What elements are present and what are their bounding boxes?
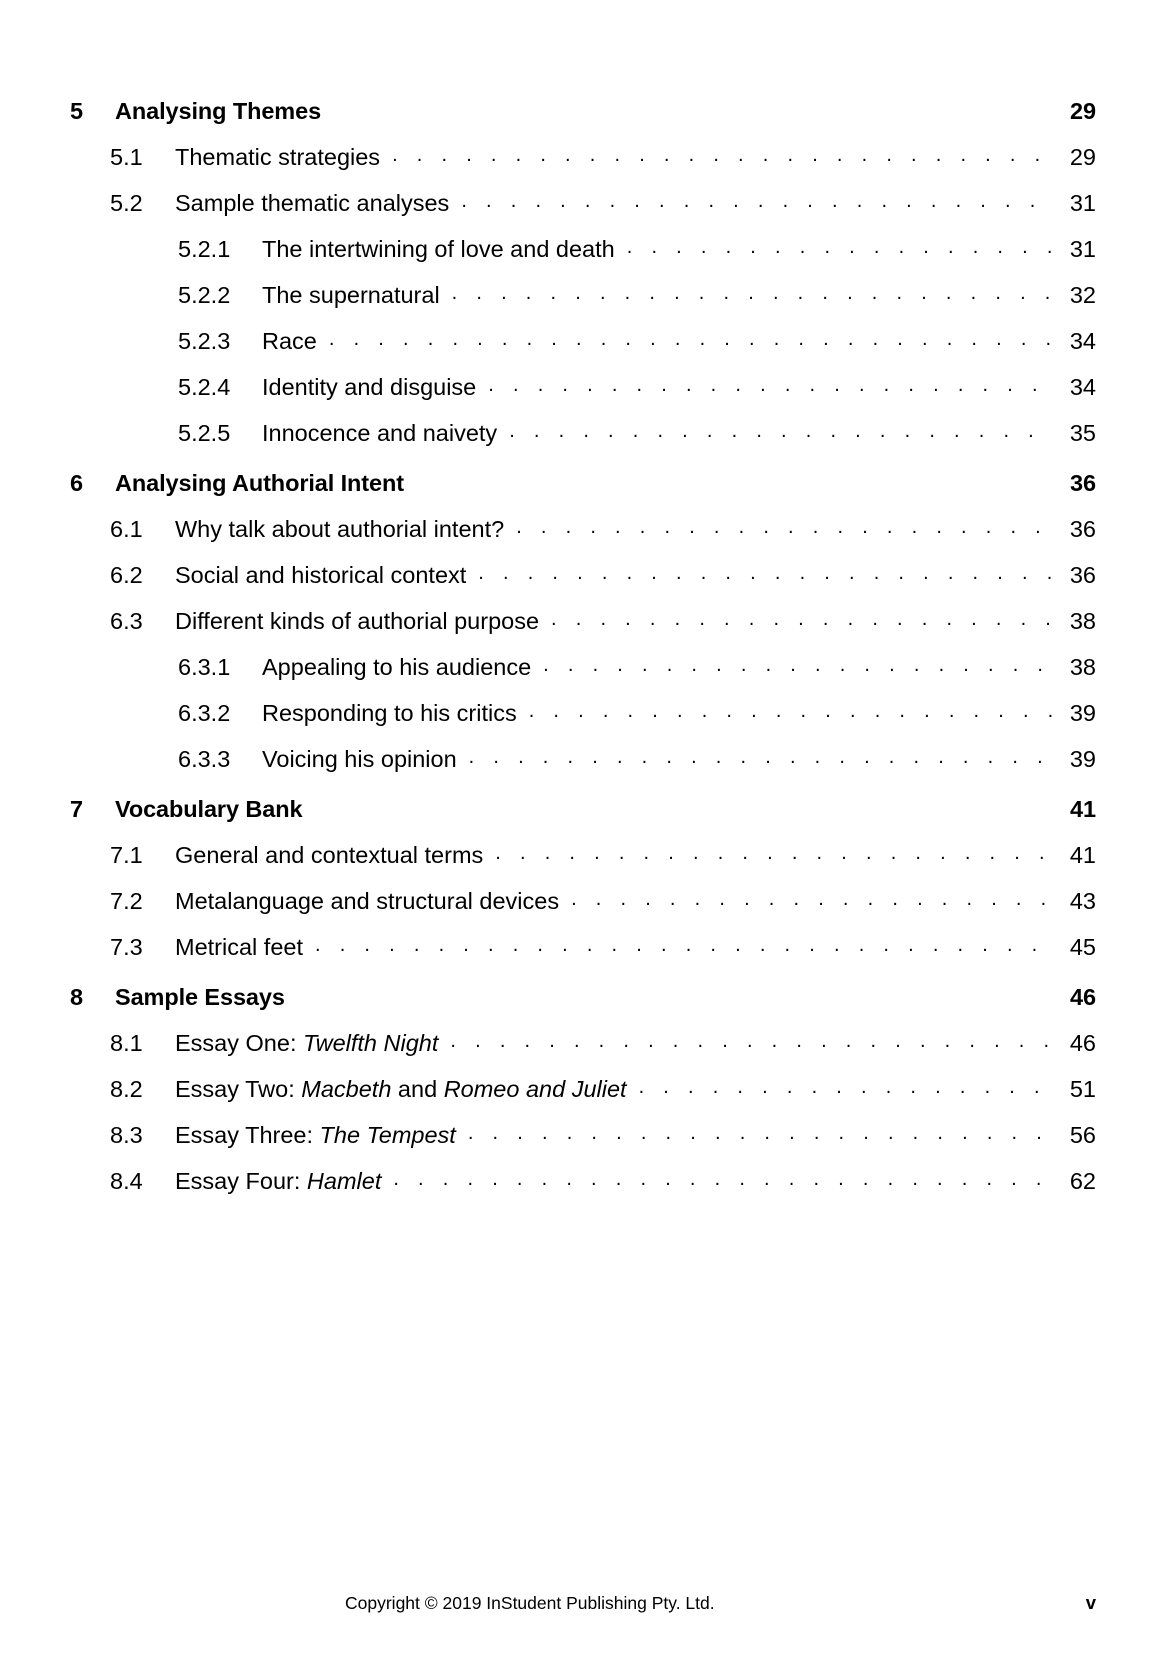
toc-entry[interactable] xyxy=(70,1119,1096,1147)
work-title: The Tempest xyxy=(319,1121,456,1148)
toc-entry-page: 38 xyxy=(1069,607,1096,634)
toc-entry-title: Identity and disguise xyxy=(262,373,477,400)
toc-entry-number: 7.3 xyxy=(110,933,143,960)
toc-entry-page: 56 xyxy=(1069,1121,1096,1148)
dot-leader xyxy=(315,931,1052,955)
toc-entry-number: 5.1 xyxy=(110,143,143,170)
work-title: Macbeth xyxy=(301,1075,392,1102)
toc-entry-number: 5.2 xyxy=(110,189,143,216)
toc-entry-number: 6.3 xyxy=(110,607,143,634)
toc-entry-page: 38 xyxy=(1069,653,1096,680)
toc-entry-number: 6.3.1 xyxy=(178,653,231,680)
toc-entry-page: 43 xyxy=(1069,887,1096,914)
work-title: Romeo and Juliet xyxy=(443,1075,627,1102)
toc-entry[interactable] xyxy=(70,141,1096,169)
toc-entry-number: 5.2.1 xyxy=(178,235,231,262)
toc-entry[interactable] xyxy=(70,1073,1096,1101)
toc-entry[interactable] xyxy=(70,279,1096,307)
toc-entry-title: Thematic strategies xyxy=(175,143,381,170)
toc-entry-number: 8.4 xyxy=(110,1167,143,1194)
toc-entry[interactable] xyxy=(70,233,1096,261)
page-number: v xyxy=(1085,1592,1096,1613)
toc-entry-page: 35 xyxy=(1069,419,1096,446)
dot-leader xyxy=(393,1165,1052,1189)
toc-entry-page: 36 xyxy=(1069,515,1096,542)
toc-entry-title: Race xyxy=(262,327,317,354)
toc-entry-title: Responding to his critics xyxy=(262,699,517,726)
toc-entry-number: 6.1 xyxy=(110,515,143,542)
toc-entry[interactable] xyxy=(70,885,1096,913)
toc-entry-page: 31 xyxy=(1069,189,1096,216)
toc-entry-title: Metrical feet xyxy=(175,933,303,960)
toc-entry-title: Different kinds of authorial purpose xyxy=(175,607,540,634)
toc-entry-number: 5.2.5 xyxy=(178,419,231,446)
toc-entry[interactable] xyxy=(70,931,1096,959)
toc-entry-title: The supernatural xyxy=(262,281,440,308)
dot-leader xyxy=(392,141,1052,165)
toc-entry[interactable] xyxy=(70,839,1096,867)
toc-entry-title xyxy=(175,1075,637,1102)
toc-entry-number: 6.3.3 xyxy=(178,745,231,772)
toc-entry-title: Sample thematic analyses xyxy=(175,189,450,216)
toc-entry-title: Innocence and naivety xyxy=(262,419,498,446)
toc-entry[interactable] xyxy=(70,187,1096,215)
toc-entry-page: 31 xyxy=(1069,235,1096,262)
dot-leader xyxy=(516,513,1052,537)
copyright-notice: Copyright © 2019 InStudent Publishing Pty. Ltd. xyxy=(345,1593,715,1613)
toc-entry-page: 32 xyxy=(1069,281,1096,308)
page-footer xyxy=(70,1592,1096,1614)
entry-text: Essay Three: xyxy=(175,1121,320,1148)
dot-leader xyxy=(452,279,1052,303)
toc-entry-page: 36 xyxy=(1069,561,1096,588)
toc-entry-page: 39 xyxy=(1069,699,1096,726)
toc-entry[interactable] xyxy=(70,325,1096,353)
toc-entry[interactable] xyxy=(70,371,1096,399)
toc-entry-number: 6.2 xyxy=(110,561,143,588)
toc-entry-page: 62 xyxy=(1069,1167,1096,1194)
toc-entry-number: 8.2 xyxy=(110,1075,143,1102)
dot-leader xyxy=(571,885,1052,909)
dot-leader xyxy=(529,697,1052,721)
dot-leader xyxy=(627,233,1052,257)
toc-entry-page: 39 xyxy=(1069,745,1096,772)
toc-entry[interactable] xyxy=(70,981,1096,1009)
dot-leader xyxy=(469,743,1052,767)
table-of-contents xyxy=(70,95,1096,1193)
entry-text: and xyxy=(391,1075,444,1102)
toc-entry-page: 29 xyxy=(1069,143,1096,170)
toc-entry-title: The intertwining of love and death xyxy=(262,235,615,262)
toc-entry[interactable] xyxy=(70,605,1096,633)
toc-entry-page: 36 xyxy=(1070,469,1096,496)
toc-entry-title: Metalanguage and structural devices xyxy=(175,887,560,914)
toc-entry[interactable] xyxy=(70,743,1096,771)
work-title: Hamlet xyxy=(306,1167,382,1194)
toc-entry-number: 8.1 xyxy=(110,1029,143,1056)
toc-entry[interactable] xyxy=(70,1165,1096,1193)
dot-leader xyxy=(468,1119,1052,1143)
dot-leader xyxy=(495,839,1052,863)
toc-entry-page: 34 xyxy=(1069,373,1096,400)
toc-entry-page: 41 xyxy=(1069,841,1096,868)
toc-entry-page: 41 xyxy=(1070,795,1096,822)
dot-leader xyxy=(509,417,1052,441)
toc-entry-number: 7 xyxy=(70,795,83,822)
toc-entry-title: Voicing his opinion xyxy=(262,745,457,772)
toc-entry-page: 45 xyxy=(1069,933,1096,960)
toc-entry-number: 5 xyxy=(70,97,83,124)
toc-entry[interactable] xyxy=(70,697,1096,725)
toc-entry-number: 8 xyxy=(70,983,83,1010)
toc-entry[interactable] xyxy=(70,467,1096,495)
entry-text: Essay Four: xyxy=(175,1167,307,1194)
toc-entry-title xyxy=(175,1121,466,1148)
toc-entry-page: 51 xyxy=(1069,1075,1096,1102)
toc-entry-title xyxy=(175,1167,391,1194)
toc-entry-number: 7.1 xyxy=(110,841,143,868)
dot-leader xyxy=(543,651,1052,675)
dot-leader xyxy=(478,559,1052,583)
toc-entry-number: 6 xyxy=(70,469,83,496)
toc-entry-page: 46 xyxy=(1069,1029,1096,1056)
toc-entry-title: General and contextual terms xyxy=(175,841,484,868)
toc-entry-page: 46 xyxy=(1070,983,1096,1010)
toc-entry[interactable] xyxy=(70,417,1096,445)
toc-entry-number: 8.3 xyxy=(110,1121,143,1148)
dot-leader xyxy=(450,1027,1052,1051)
toc-entry[interactable] xyxy=(70,513,1096,541)
entry-text: Essay One: xyxy=(175,1029,303,1056)
toc-entry-title: Appealing to his audience xyxy=(262,653,532,680)
entry-text: Essay Two: xyxy=(175,1075,302,1102)
toc-entry-title: Social and historical context xyxy=(175,561,467,588)
toc-entry-number: 5.2.4 xyxy=(178,373,231,400)
work-title: Twelfth Night xyxy=(303,1029,439,1056)
toc-entry[interactable] xyxy=(70,95,1096,123)
toc-entry-number: 5.2.2 xyxy=(178,281,231,308)
toc-entry[interactable] xyxy=(70,559,1096,587)
toc-entry-number: 5.2.3 xyxy=(178,327,231,354)
dot-leader xyxy=(488,371,1052,395)
dot-leader xyxy=(329,325,1052,349)
toc-entry[interactable] xyxy=(70,651,1096,679)
toc-entry-title: Vocabulary Bank xyxy=(115,795,303,822)
toc-entry-title: Why talk about authorial intent? xyxy=(175,515,505,542)
toc-entry-title xyxy=(175,1029,448,1056)
toc-entry-page: 29 xyxy=(1070,97,1096,124)
toc-entry-number: 6.3.2 xyxy=(178,699,231,726)
dot-leader xyxy=(461,187,1052,211)
dot-leader xyxy=(551,605,1052,629)
toc-entry-title: Analysing Themes xyxy=(115,97,322,124)
toc-entry-page: 34 xyxy=(1069,327,1096,354)
toc-entry-title: Analysing Authorial Intent xyxy=(115,469,404,496)
toc-entry-number: 7.2 xyxy=(110,887,143,914)
toc-entry[interactable] xyxy=(70,793,1096,821)
toc-entry-title: Sample Essays xyxy=(115,983,285,1010)
dot-leader xyxy=(639,1073,1052,1097)
toc-entry[interactable] xyxy=(70,1027,1096,1055)
